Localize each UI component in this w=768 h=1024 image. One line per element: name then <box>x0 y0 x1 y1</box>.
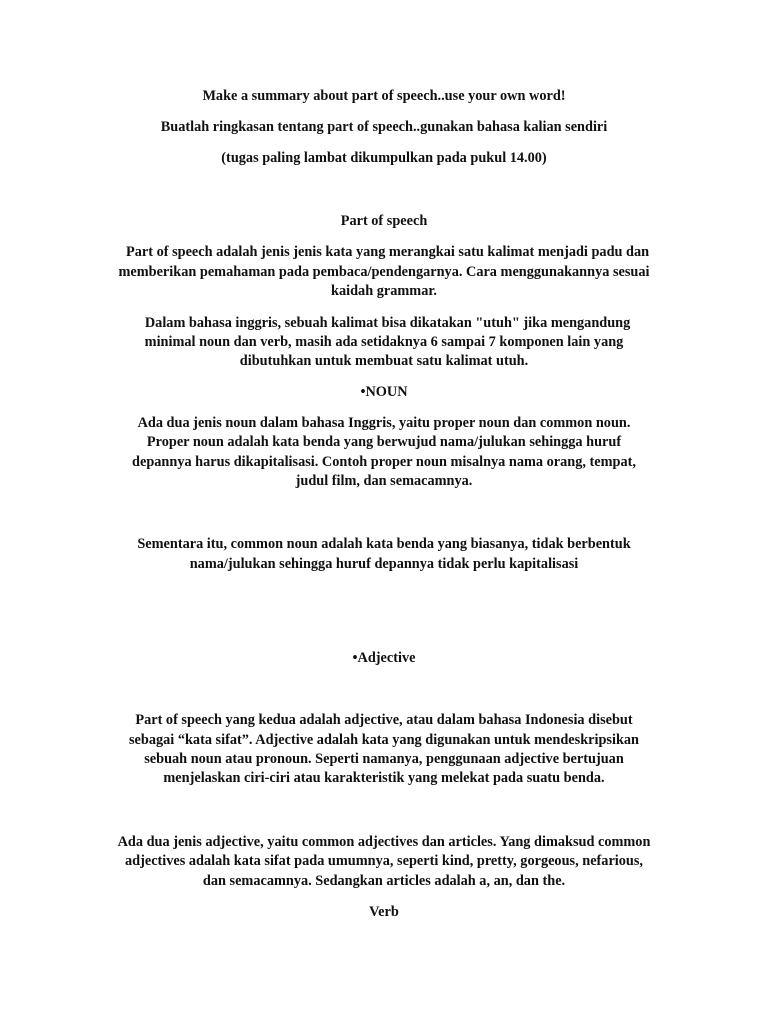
heading-verb: Verb <box>369 904 399 920</box>
common-noun-line: Sementara itu, common noun adalah kata benda yang biasanya, tidak berbentuk <box>137 536 631 552</box>
complete-sentence-line: Dalam bahasa inggris, sebuah kalimat bisa dikatakan "utuh" jika mengandung <box>137 315 631 331</box>
instruction-deadline: (tugas paling lambat dikumpulkan pada pukul 14.00) <box>221 150 547 166</box>
noun-line: Ada dua jenis noun dalam bahasa Inggris, yaitu proper noun dan common noun. <box>137 415 631 431</box>
adjective-types-line: Ada dua jenis adjective, yaitu common adjectives dan articles. Yang dimaksud common <box>117 834 651 850</box>
adjective-line: sebagai “kata sifat”. Adjective adalah kata yang digunakan untuk mendeskripsikan <box>128 732 640 748</box>
heading-noun: •NOUN <box>360 384 408 400</box>
adjective-line: Part of speech yang kedua adalah adjective, atau dalam bahasa Indonesia disebut <box>135 712 633 728</box>
adjective-line: menjelaskan ciri-ciri atau karakteristik yang melekat pada suatu benda. <box>163 770 605 786</box>
complete-sentence-line: minimal noun dan verb, masih ada setidaknya 6 sampai 7 komponen lain yang <box>144 334 624 350</box>
complete-sentence-line: dibutuhkan untuk membuat satu kalimat utuh. <box>239 353 529 369</box>
adjective-line: sebuah noun atau pronoun. Seperti namanya, penggunaan adjective bertujuan <box>144 751 624 767</box>
adjective-types-line: adjectives adalah kata sifat pada umumnya, seperti kind, pretty, gorgeous, nefarious, <box>124 853 644 869</box>
heading-adjective: •Adjective <box>352 650 416 666</box>
intro-line: kaidah grammar. <box>331 283 437 299</box>
adjective-types-line: dan semacamnya. Sedangkan articles adalah a, an, dan the. <box>202 873 566 889</box>
common-noun-line: nama/julukan sehingga huruf depannya tidak perlu kapitalisasi <box>189 556 579 572</box>
noun-line: judul film, dan semacamnya. <box>295 473 473 489</box>
instruction-indonesian: Buatlah ringkasan tentang part of speech..gunakan bahasa kalian sendiri <box>160 119 608 135</box>
intro-line: Part of speech adalah jenis jenis kata yang merangkai satu kalimat menjadi padu dan <box>118 244 650 260</box>
instruction-english: Make a summary about part of speech..use your own word! <box>202 88 566 104</box>
intro-line: memberikan pemahaman pada pembaca/pendengarnya. Cara menggunakannya sesuai <box>118 264 650 280</box>
heading-part-of-speech: Part of speech <box>340 213 428 229</box>
noun-line: Proper noun adalah kata benda yang berwujud nama/julukan sehingga huruf <box>146 434 622 450</box>
noun-line: depannya harus dikapitalisasi. Contoh proper noun misalnya nama orang, tempat, <box>132 454 636 470</box>
